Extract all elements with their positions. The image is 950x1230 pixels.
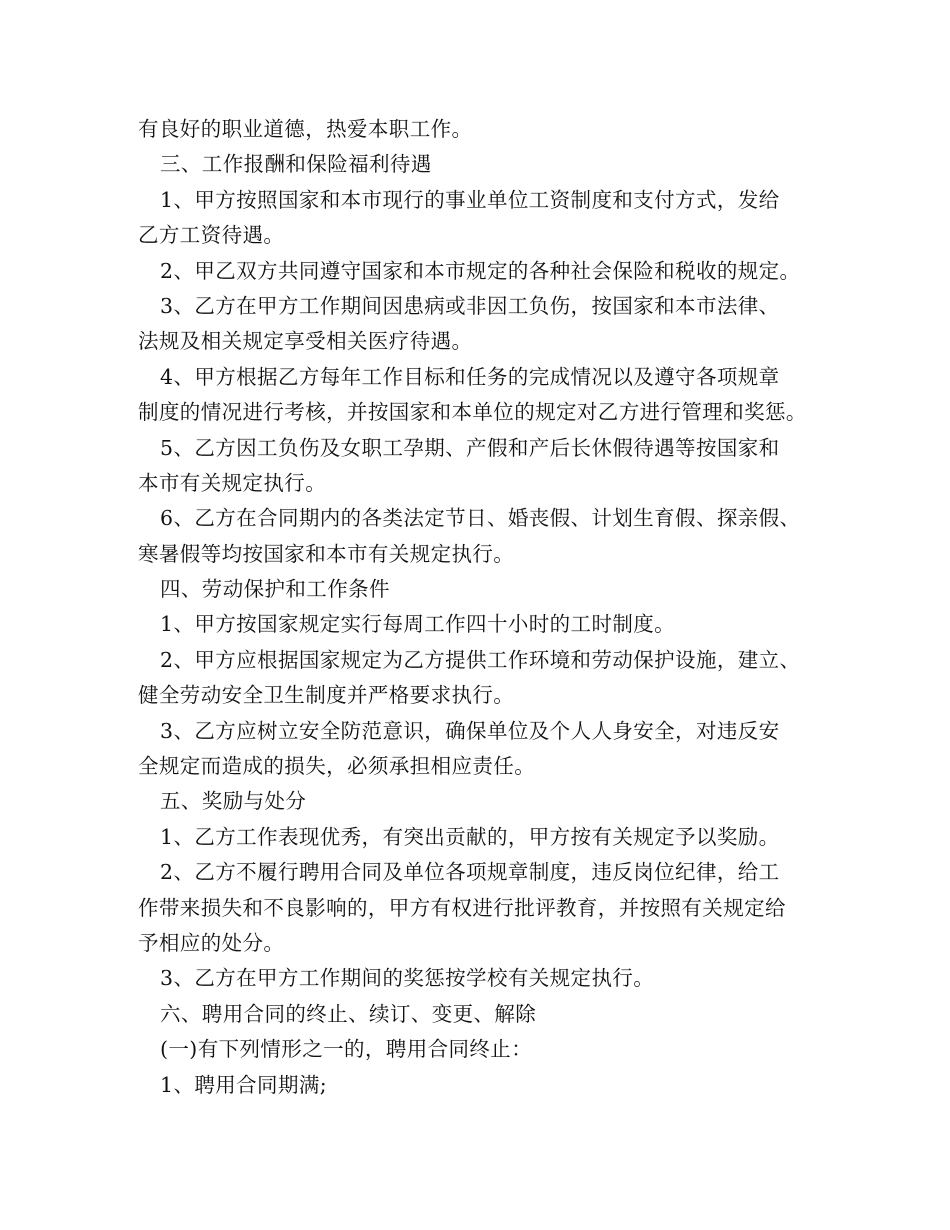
text-line: 2、甲方应根据国家规定为乙方提供工作环境和劳动保护设施，建立、 (160, 647, 801, 672)
text-line: 3、乙方应树立安全防范意识，确保单位及个人人身安全，对违反安 (160, 718, 780, 743)
text-line: 2、甲乙双方共同遵守国家和本市规定的各种社会保险和税收的规定。 (160, 258, 801, 283)
text-line: 乙方工资待遇。 (138, 223, 285, 248)
text-line: 5、乙方因工负伤及女职工孕期、产假和产后长休假待遇等按国家和 (160, 435, 780, 460)
text-line: 健全劳动安全卫生制度并严格要求执行。 (138, 683, 515, 708)
text-line: 2、乙方不履行聘用合同及单位各项规章制度，违反岗位纪律，给工 (160, 860, 780, 885)
text-line: 寒暑假等均按国家和本市有关规定执行。 (138, 541, 515, 566)
text-line: 1、甲方按照国家和本市现行的事业单位工资制度和支付方式，发给 (160, 187, 780, 212)
text-line: 4、甲方根据乙方每年工作目标和任务的完成情况以及遵守各项规章 (160, 364, 780, 389)
text-line: 作带来损失和不良影响的，甲方有权进行批评教育，并按照有关规定给 (138, 895, 786, 920)
text-line: 6、乙方在合同期内的各类法定节日、婚丧假、计划生育假、探亲假、 (160, 506, 801, 531)
section-heading: 三、工作报酬和保险福利待遇 (160, 152, 432, 177)
text-line: 制度的情况进行考核，并按国家和本单位的规定对乙方进行管理和奖惩。 (138, 400, 807, 425)
text-line: 全规定而造成的损失，必须承担相应责任。 (138, 754, 536, 779)
text-line: 法规及相关规定享受相关医疗待遇。 (138, 329, 473, 354)
text-line: 1、乙方工作表现优秀，有突出贡献的，甲方按有关规定予以奖励。 (160, 824, 780, 849)
text-line: 1、聘用合同期满; (160, 1072, 328, 1097)
text-line: 本市有关规定执行。 (138, 470, 327, 495)
section-heading: 五、奖励与处分 (160, 789, 307, 814)
text-line: 有良好的职业道德，热爱本职工作。 (138, 117, 473, 141)
section-heading: 四、劳动保护和工作条件 (160, 577, 390, 602)
section-heading: 六、聘用合同的终止、续订、变更、解除 (160, 1001, 537, 1026)
document-body (138, 112, 828, 1103)
text-line: 予相应的处分。 (138, 930, 285, 955)
text-line: 3、乙方在甲方工作期间因患病或非因工负伤，按国家和本市法律、 (160, 293, 780, 318)
text-line: (一)有下列情形之一的，聘用合同终止： (160, 1037, 533, 1062)
text-line: 1、甲方按国家规定实行每周工作四十小时的工时制度。 (160, 612, 676, 637)
text-line: 3、乙方在甲方工作期间的奖惩按学校有关规定执行。 (160, 966, 655, 991)
